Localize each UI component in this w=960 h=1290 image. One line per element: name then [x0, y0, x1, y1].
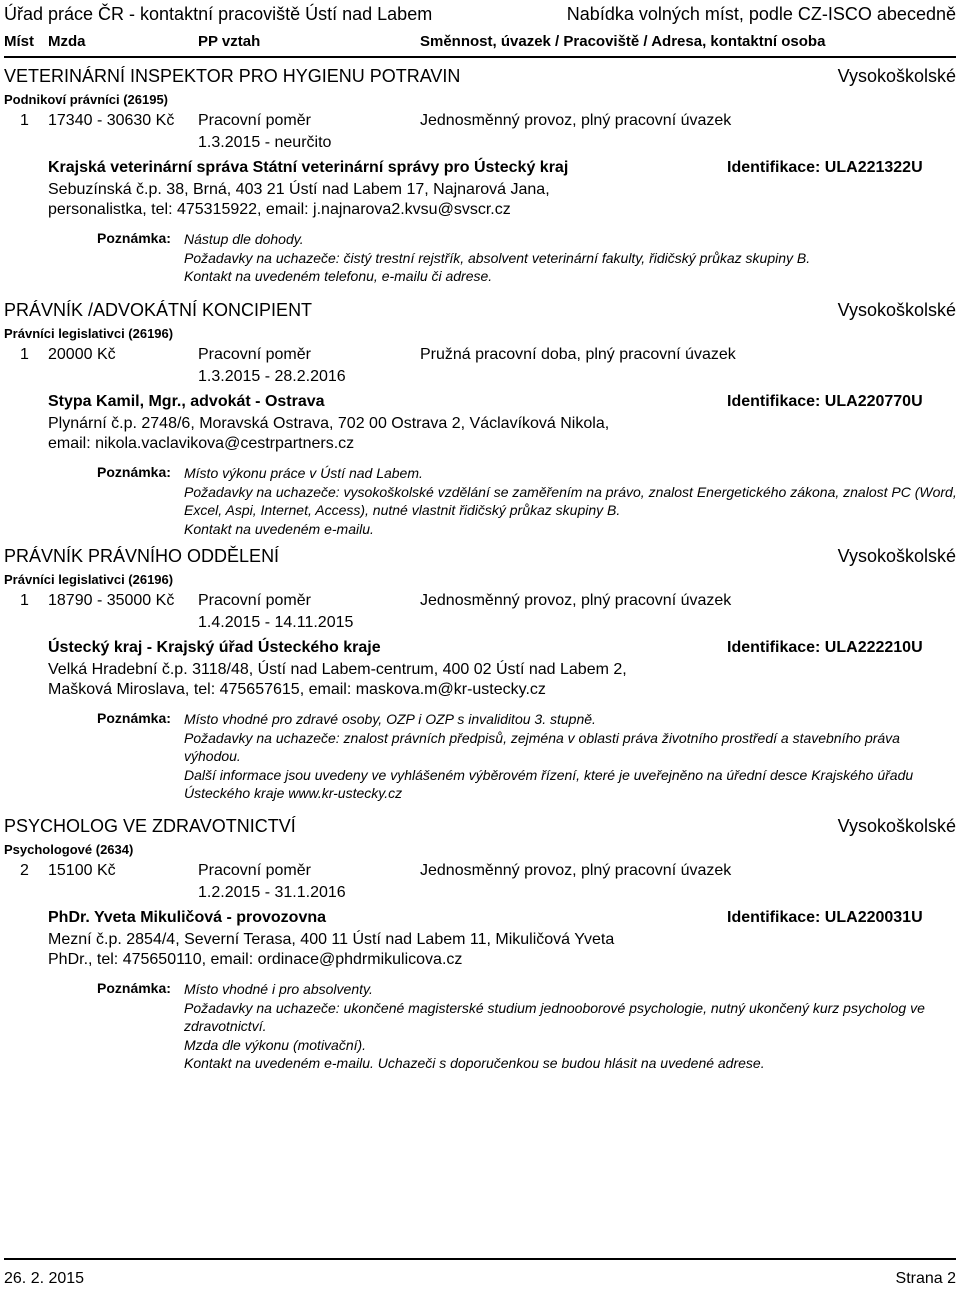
position-count: 1	[20, 112, 29, 129]
note-label: Poznámka:	[97, 710, 171, 726]
employment-type: Pracovní poměr	[198, 592, 311, 609]
job-category: Psychologové (2634)	[4, 842, 134, 857]
salary: 15100 Kč	[48, 862, 116, 879]
page-header	[4, 4, 956, 26]
note-line: Kontakt na uvedeném telefonu, e-mailu či adrese.	[184, 268, 493, 284]
shift-type: Pružná pracovní doba, plný pracovní úvazek	[420, 346, 736, 363]
employment-type: Pracovní poměr	[198, 112, 311, 129]
period: 1.4.2015 - 14.11.2015	[198, 614, 354, 631]
note-line: Místo výkonu práce v Ústí nad Labem.	[184, 465, 423, 481]
job-identifier: Identifikace: ULA220770U	[727, 393, 923, 410]
salary: 17340 - 30630 Kč	[48, 112, 175, 129]
job-category: Právníci legislativci (26196)	[4, 572, 174, 587]
col-smennost: Směnnost, úvazek / Pracoviště / Adresa, kontaktní osoba	[420, 33, 826, 50]
position-count: 2	[20, 862, 29, 879]
job-title: PSYCHOLOG VE ZDRAVOTNICTVÍ	[4, 816, 296, 836]
education-level: Vysokoškolské	[837, 66, 956, 86]
page-footer	[4, 1258, 956, 1288]
note-text	[184, 980, 960, 1073]
education-level: Vysokoškolské	[837, 816, 956, 836]
employer-name: Ústecký kraj - Krajský úřad Ústeckého kraje	[48, 639, 381, 656]
note-line: Další informace jsou uvedeny ve vyhlášeném výběrovém řízení, které je uveřejněno na úřední desce Krajského úřadu Ústeckého kraje www.kr-ustecky.cz	[184, 766, 914, 801]
note-line: Místo vhodné i pro absolventy.	[184, 981, 373, 997]
job-identifier: Identifikace: ULA221322U	[727, 159, 923, 176]
period: 1.2.2015 - 31.1.2016	[198, 884, 346, 901]
position-count: 1	[20, 346, 29, 363]
note-label: Poznámka:	[97, 980, 171, 996]
job-category: Právníci legislativci (26196)	[4, 326, 174, 341]
shift-type: Jednosměnný provoz, plný pracovní úvazek	[420, 112, 732, 129]
job-category: Podnikoví právníci (26195)	[4, 92, 169, 107]
job-identifier: Identifikace: ULA222210U	[727, 639, 923, 656]
note-line: Požadavky na uchazeče: ukončené magisterské studium jednooborové psychologie, nutný ukončený kurz psycholog ve zdravotnictví.	[184, 999, 925, 1034]
employer-address	[48, 930, 728, 970]
address-line: Plynární č.p. 2748/6, Moravská Ostrava, 702 00 Ostrava 2, Václavíková Nikola,	[48, 415, 610, 432]
note-line: Požadavky na uchazeče: čistý trestní rejstřík, absolvent veterinární fakulty, řidičský průkaz skupiny B.	[184, 249, 811, 266]
note-line: Požadavky na uchazeče: vysokoškolské vzdělání se zaměřením na právo, znalost Energetického zákona, znalost PC (Word, Excel, Aspi, Internet, Access), nutné vlastnit řidičský průkaz skupiny B.	[184, 483, 957, 518]
column-headers	[4, 30, 956, 58]
position-count: 1	[20, 592, 29, 609]
education-level: Vysokoškolské	[837, 546, 956, 566]
note-line: Kontakt na uvedeném e-mailu. Uchazeči s doporučenkou se budou hlásit na uvedené adrese.	[184, 1055, 765, 1071]
address-line: personalistka, tel: 475315922, email: j.najnarova2.kvsu@svscr.cz	[48, 201, 511, 218]
note-label: Poznámka:	[97, 230, 171, 246]
job-identifier: Identifikace: ULA220031U	[727, 909, 923, 926]
shift-type: Jednosměnný provoz, plný pracovní úvazek	[420, 862, 732, 879]
employment-type: Pracovní poměr	[198, 862, 311, 879]
address-line: Mezní č.p. 2854/4, Severní Terasa, 400 11 Ústí nad Labem 11, Mikuličová Yveta	[48, 931, 615, 948]
employment-type: Pracovní poměr	[198, 346, 311, 363]
salary: 20000 Kč	[48, 346, 116, 363]
employer-name: Stypa Kamil, Mgr., advokát - Ostrava	[48, 393, 325, 410]
note-text	[184, 710, 960, 803]
note-line: Kontakt na uvedeném e-mailu.	[184, 520, 374, 537]
address-line: Mašková Miroslava, tel: 475657615, email: maskova.m@kr-ustecky.cz	[48, 681, 546, 698]
note-label: Poznámka:	[97, 464, 171, 480]
salary: 18790 - 35000 Kč	[48, 592, 175, 609]
office-name: Úřad práce ČR - kontaktní pracoviště Ústí nad Labem	[4, 4, 433, 24]
education-level: Vysokoškolské	[837, 300, 956, 320]
address-line: Velká Hradební č.p. 3118/48, Ústí nad Labem-centrum, 400 02 Ústí nad Labem 2,	[48, 661, 627, 678]
note-line: Nástup dle dohody.	[184, 231, 304, 247]
listing-title: Nabídka volných míst, podle CZ-ISCO abecedně	[566, 4, 956, 24]
job-title: PRÁVNÍK PRÁVNÍHO ODDĚLENÍ	[4, 546, 280, 566]
note-text	[184, 230, 960, 286]
employer-address	[48, 660, 728, 700]
job-title: VETERINÁRNÍ INSPEKTOR PRO HYGIENU POTRAVIN	[4, 66, 461, 86]
address-line: Sebuzínská č.p. 38, Brná, 403 21 Ústí nad Labem 17, Najnarová Jana,	[48, 181, 550, 198]
period: 1.3.2015 - 28.2.2016	[198, 368, 346, 385]
period: 1.3.2015 - neurčito	[198, 134, 332, 151]
note-line: Požadavky na uchazeče: znalost právních předpisů, zejména v oblasti práva životního prostředí a stavebního práva výhodou.	[184, 729, 900, 764]
col-mist: Míst	[4, 33, 34, 50]
address-line: PhDr., tel: 475650110, email: ordinace@phdrmikulicova.cz	[48, 951, 463, 968]
col-pp: PP vztah	[198, 33, 261, 50]
address-line: email: nikola.vaclavikova@cestrpartners.cz	[48, 435, 355, 452]
note-text	[184, 464, 960, 538]
shift-type: Jednosměnný provoz, plný pracovní úvazek	[420, 592, 732, 609]
note-line: Místo vhodné pro zdravé osoby, OZP i OZP s invaliditou 3. stupně.	[184, 711, 596, 727]
page-number: Strana 2	[895, 1270, 956, 1287]
employer-address	[48, 414, 728, 454]
note-line: Mzda dle výkonu (motivační).	[184, 1036, 367, 1053]
employer-name: Krajská veterinární správa Státní veterinární správy pro Ústecký kraj	[48, 159, 569, 176]
job-title: PRÁVNÍK /ADVOKÁTNÍ KONCIPIENT	[4, 300, 313, 320]
col-mzda: Mzda	[48, 33, 86, 50]
print-date: 26. 2. 2015	[4, 1270, 85, 1287]
employer-name: PhDr. Yveta Mikuličová - provozovna	[48, 909, 327, 926]
employer-address	[48, 180, 728, 220]
